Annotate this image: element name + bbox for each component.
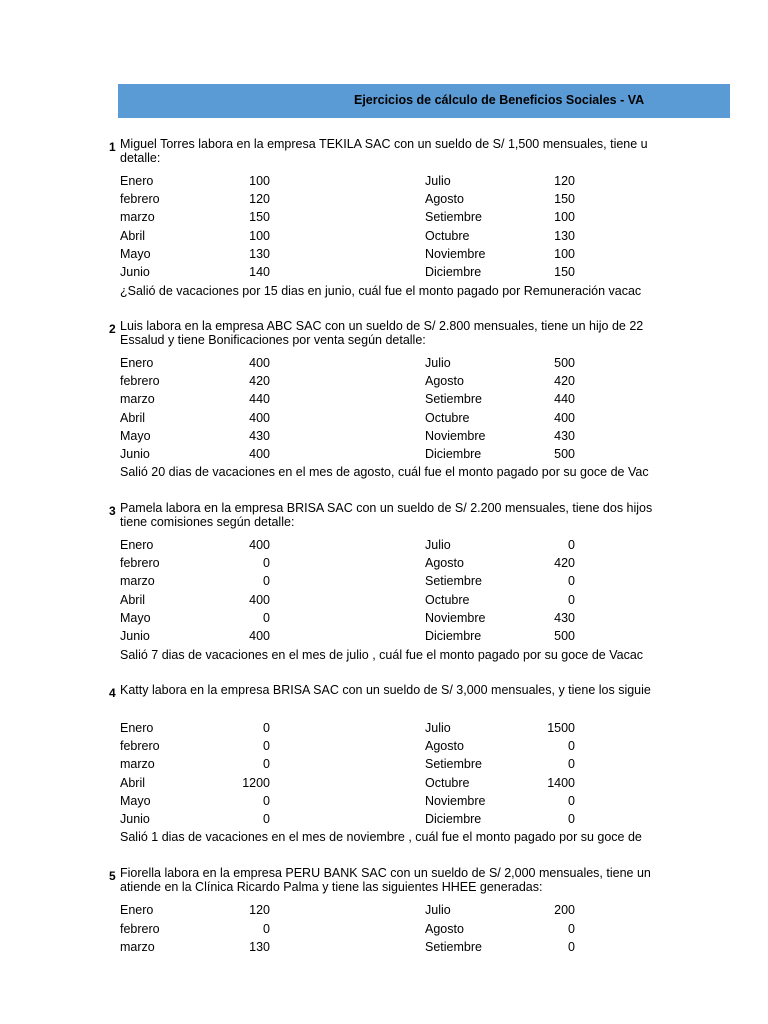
month-label: Noviembre: [425, 793, 486, 808]
month-value: 0: [568, 538, 575, 552]
month-value: 120: [249, 903, 270, 917]
month-label: Mayo: [120, 428, 151, 443]
month-value: 130: [554, 228, 575, 243]
month-row: [0, 629, 768, 647]
statement-line: detalle:: [120, 151, 161, 165]
month-value: 420: [554, 374, 575, 389]
statement-line: Miguel Torres labora en la empresa TEKILA SAC con un sueldo de S/ 1,500 mensuales, tiene u: [120, 137, 648, 151]
exercise-block: [0, 866, 768, 894]
month-row: [0, 447, 768, 465]
month-value: 100: [554, 246, 575, 261]
month-row: [0, 210, 768, 228]
month-row: [0, 812, 768, 830]
month-label: Mayo: [120, 246, 151, 261]
month-label: marzo: [120, 574, 155, 589]
month-label: febrero: [120, 739, 160, 754]
month-value: 440: [249, 392, 270, 407]
month-label: febrero: [120, 192, 160, 207]
exercise-block: [0, 319, 768, 347]
exercise-statement: [120, 683, 653, 697]
month-label: Junio: [120, 265, 150, 279]
month-value: 500: [554, 447, 575, 461]
month-label: Junio: [120, 447, 150, 461]
month-label: Enero: [120, 356, 154, 370]
month-label: Octubre: [425, 410, 470, 425]
month-label: Agosto: [425, 374, 464, 389]
exercise-number: 5: [109, 869, 116, 883]
month-label: Abril: [120, 410, 146, 425]
month-value: 100: [554, 210, 575, 225]
month-value: 430: [554, 428, 575, 443]
month-label: Julio: [425, 903, 451, 917]
month-row: [0, 903, 768, 921]
exercise-number: 3: [109, 504, 116, 518]
month-row: [0, 757, 768, 775]
month-value: 200: [554, 903, 575, 917]
month-value: 0: [568, 592, 575, 607]
month-value: 0: [263, 610, 270, 625]
month-value: 0: [263, 921, 270, 936]
month-value: 400: [249, 447, 270, 461]
sheet-title-bar: [118, 84, 730, 118]
month-label: Enero: [120, 721, 154, 735]
exercise-number: 4: [109, 686, 116, 700]
month-label: Enero: [120, 538, 154, 552]
month-label: Junio: [120, 812, 150, 826]
month-label: febrero: [120, 556, 160, 571]
month-value: 430: [249, 428, 270, 443]
statement-line: atiende en la Clínica Ricardo Palma y tiene las siguientes HHEE generadas:: [120, 880, 543, 894]
month-label: Setiembre: [425, 940, 482, 954]
month-value: 1500: [547, 721, 575, 735]
month-value: 100: [249, 174, 270, 188]
month-label: Diciembre: [425, 629, 482, 643]
month-label: Julio: [425, 174, 451, 188]
month-value: 120: [249, 192, 270, 207]
month-value: 0: [263, 721, 270, 735]
statement-line: Fiorella labora en la empresa PERU BANK SAC con un sueldo de S/ 2,000 mensuales, tiene un: [120, 866, 651, 880]
month-value: 0: [263, 793, 270, 808]
statement-line: Luis labora en la empresa ABC SAC con un sueldo de S/ 2.800 mensuales, tiene un hijo de 22: [120, 319, 644, 333]
month-value: 400: [249, 592, 270, 607]
month-label: Agosto: [425, 739, 464, 754]
month-value: 1200: [242, 775, 270, 790]
exercise-number: 1: [109, 140, 116, 154]
month-value: 440: [554, 392, 575, 407]
month-value: 0: [263, 574, 270, 589]
month-row: [0, 556, 768, 574]
exercise-statement: [120, 866, 653, 894]
month-label: Setiembre: [425, 574, 482, 589]
month-label: Octubre: [425, 228, 470, 243]
month-row: [0, 574, 768, 592]
month-row: [0, 374, 768, 392]
month-value: 400: [249, 629, 270, 643]
month-value: 400: [554, 410, 575, 425]
month-value: 400: [249, 538, 270, 552]
exercise-statement: [120, 319, 653, 347]
month-value: 0: [568, 812, 575, 826]
month-label: Julio: [425, 356, 451, 370]
month-row: [0, 247, 768, 265]
month-label: Noviembre: [425, 428, 486, 443]
exercise-statement: [120, 137, 653, 165]
month-label: Enero: [120, 174, 154, 188]
month-row: [0, 411, 768, 429]
exercise-block: [0, 501, 768, 529]
month-label: marzo: [120, 392, 155, 407]
month-label: Diciembre: [425, 812, 482, 826]
month-value: 420: [249, 374, 270, 389]
month-label: Mayo: [120, 793, 151, 808]
month-label: marzo: [120, 940, 155, 954]
month-label: marzo: [120, 210, 155, 225]
month-value: 130: [249, 940, 270, 954]
month-value: 0: [568, 921, 575, 936]
month-row: [0, 940, 768, 958]
month-row: [0, 611, 768, 629]
exercise-question: Salió 20 dias de vacaciones en el mes de agosto, cuál fue el monto pagado por su goce de Vac: [120, 465, 649, 479]
month-label: Diciembre: [425, 265, 482, 279]
month-row: [0, 174, 768, 192]
exercise-question: ¿Salió de vacaciones por 15 dias en junio, cuál fue el monto pagado por Remuneración vacac: [120, 284, 642, 298]
month-label: febrero: [120, 921, 160, 936]
month-value: 420: [554, 556, 575, 571]
month-value: 0: [568, 793, 575, 808]
month-value: 1400: [547, 775, 575, 790]
month-value: 150: [554, 265, 575, 279]
month-value: 500: [554, 629, 575, 643]
month-label: Abril: [120, 228, 146, 243]
month-label: Abril: [120, 775, 146, 790]
month-label: Diciembre: [425, 447, 482, 461]
month-label: Abril: [120, 592, 146, 607]
sheet-title: Ejercicios de cálculo de Beneficios Sociales - VA: [354, 93, 645, 107]
month-value: 120: [554, 174, 575, 188]
month-row: [0, 538, 768, 556]
month-row: [0, 356, 768, 374]
month-label: Junio: [120, 629, 150, 643]
month-row: [0, 922, 768, 940]
month-row: [0, 265, 768, 283]
month-row: [0, 794, 768, 812]
month-value: 0: [263, 757, 270, 772]
exercise-question: Salió 1 dias de vacaciones en el mes de noviembre , cuál fue el monto pagado por su goce de: [120, 830, 642, 844]
month-row: [0, 229, 768, 247]
month-label: Octubre: [425, 592, 470, 607]
exercise-block: [0, 683, 768, 700]
month-label: Setiembre: [425, 210, 482, 225]
month-value: 140: [249, 265, 270, 279]
statement-line: tiene comisiones según detalle:: [120, 515, 295, 529]
month-row: [0, 429, 768, 447]
month-row: [0, 192, 768, 210]
month-label: Noviembre: [425, 246, 486, 261]
month-value: 0: [568, 940, 575, 954]
exercise-question: Salió 7 dias de vacaciones en el mes de julio , cuál fue el monto pagado por su goce de Vacac: [120, 648, 644, 662]
month-value: 130: [249, 246, 270, 261]
month-label: Julio: [425, 538, 451, 552]
exercise-statement: [120, 501, 653, 529]
month-value: 400: [249, 356, 270, 370]
month-value: 0: [263, 812, 270, 826]
month-value: 0: [568, 739, 575, 754]
month-row: [0, 392, 768, 410]
statement-line: Katty labora en la empresa BRISA SAC con un sueldo de S/ 3,000 mensuales, y tiene los siguie: [120, 683, 651, 697]
month-label: Mayo: [120, 610, 151, 625]
month-row: [0, 721, 768, 739]
month-label: Enero: [120, 903, 154, 917]
exercise-number: 2: [109, 322, 116, 336]
month-label: Julio: [425, 721, 451, 735]
statement-line: Pamela labora en la empresa BRISA SAC con un sueldo de S/ 2.200 mensuales, tiene dos hijos: [120, 501, 653, 515]
month-label: marzo: [120, 757, 155, 772]
month-value: 150: [249, 210, 270, 225]
month-value: 150: [554, 192, 575, 207]
month-value: 0: [263, 739, 270, 754]
month-label: Setiembre: [425, 392, 482, 407]
month-label: Octubre: [425, 775, 470, 790]
month-label: Agosto: [425, 192, 464, 207]
month-row: [0, 776, 768, 794]
month-label: Setiembre: [425, 757, 482, 772]
month-value: 430: [554, 610, 575, 625]
month-label: Agosto: [425, 556, 464, 571]
month-row: [0, 739, 768, 757]
month-value: 400: [249, 410, 270, 425]
exercise-block: [0, 137, 768, 165]
month-value: 0: [568, 757, 575, 772]
statement-line: Essalud y tiene Bonificaciones por venta según detalle:: [120, 333, 426, 347]
month-label: Noviembre: [425, 610, 486, 625]
month-label: febrero: [120, 374, 160, 389]
month-value: 0: [263, 556, 270, 571]
month-row: [0, 593, 768, 611]
month-label: Agosto: [425, 921, 464, 936]
month-value: 0: [568, 574, 575, 589]
month-value: 500: [554, 356, 575, 370]
month-value: 100: [249, 228, 270, 243]
